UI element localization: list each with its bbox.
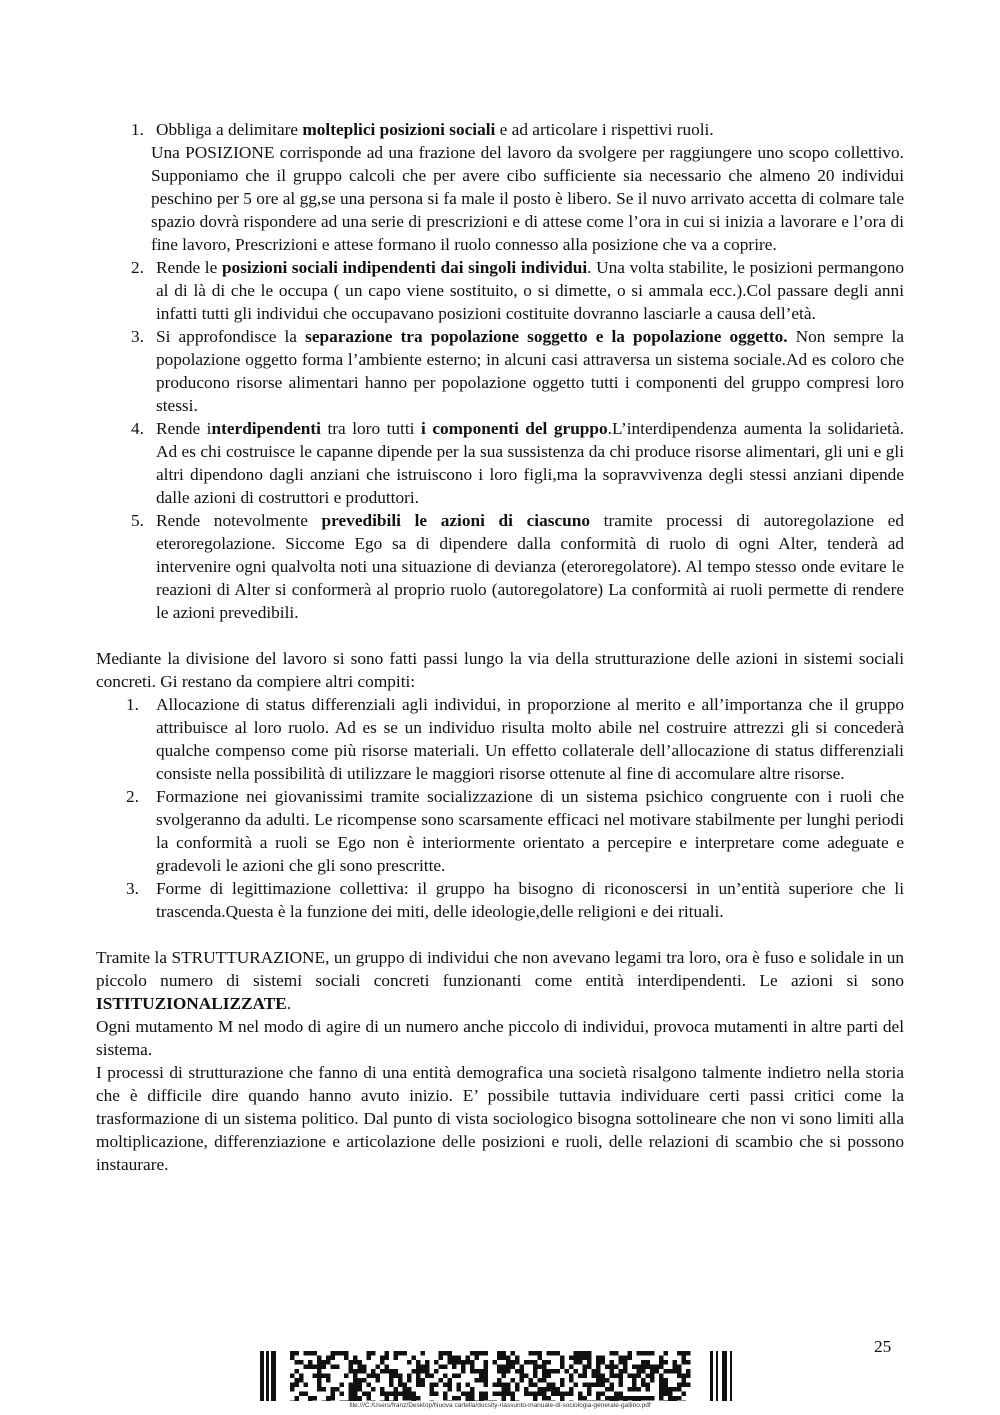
bold-term: ISTITUZIONALIZZATE bbox=[96, 994, 287, 1013]
bold-term: i componenti del gruppo bbox=[421, 419, 608, 438]
bold-term: posizioni sociali indipendenti dai singoli individui bbox=[221, 258, 588, 277]
list-item: 1. Allocazione di status differenziali agli individui, in proporzione al merito e all’importanza che il gruppo attribuisce al loro ruolo. Ad es se un individuo risulta molto abile nel costruire attrezzi gli si concederà qualche compenso come più risorse materiali. Un effetto collaterale dell’allocazione di status differenziali consiste nella possibilità di utilizzare le maggiori risorse ottenute al fine di accomulare altre risorse. bbox=[126, 695, 904, 783]
list-item: 4. Rende interdipendenti tra loro tutti i componenti del gruppo.L’interdipendenza aumenta la solidarietà. Ad es chi costruisce le capanne dipende per la sua sussistenza da chi produce risorse alimentari, gli uni e gli altri dipendono dagli anziani che istruiscono i loro figli,ma la sopravvivenza degli stessi anziani dipende dalle azioni di costruttori e produttori. bbox=[131, 419, 904, 507]
list-number: 4. bbox=[131, 419, 144, 438]
page-body bbox=[96, 118, 904, 1176]
footer-file-path: file:///C:/Users/franz/Desktop/Nuova cartella/docsity-riassunto-manuale-di-sociologia-generale-gallino.pdf bbox=[349, 1402, 651, 1409]
bold-term: nterdipendenti bbox=[211, 419, 321, 438]
list-number: 3. bbox=[131, 327, 144, 346]
paragraph-intro: Mediante la divisione del lavoro si sono fatti passi lungo la via della strutturazione delle azioni in sistemi sociali concreti. Gi restano da compiere altri compiti: bbox=[96, 649, 904, 691]
list-item: 1. Obbliga a delimitare molteplici posizioni sociali e ad articolare i rispettivi ruoli. Una POSIZIONE corrisponde ad una frazione del lavoro da svolgere per raggiungere uno scopo collettivo. Supponiamo che il gruppo calcoli che per avere cibo sufficiente sia necessario che almeno 20 individui peschino per 5 ore al gg,se una persona si fa male il posto è libero. Se il nuvo arrivato accetta di colmare tale spazio dovrà rispondere ad una serie di prescrizioni e di attese come l’ora in cui si inizia a lavorare e l’ora di fine lavoro, Prescrizioni e attese formano il ruolo connesso alla posizione che va a coprire. bbox=[131, 120, 904, 254]
list-item: 2. Formazione nei giovanissimi tramite socializzazione di un sistema psichico congruente con i ruoli che svolgeranno da adulti. Le ricompense sono scarsamente efficaci nel motivare stabilmente per lunghi periodi la conformità a ruoli se Ego non è interiormente orientato a percepire e interpretare come adeguate e gradevoli le azioni che gli sono prescritte. bbox=[126, 787, 904, 875]
list-item: 2. Rende le posizioni sociali indipendenti dai singoli individui. Una volta stabilite, le posizioni permangono al di là di che le occupa ( un capo viene sostituito, o si dimette, o si ammala ecc.).Col passare degli anni infatti tutti gli individui che occupavano posizioni costituite dovranno lasciarle a causa dell’età. bbox=[131, 258, 904, 323]
paragraph-mutamento: Ogni mutamento M nel modo di agire di un numero anche piccolo di individui, provoca mutamenti in altre parti del sistema. bbox=[96, 1017, 904, 1059]
list-number: 1. bbox=[131, 120, 144, 139]
numbered-list-2 bbox=[96, 693, 904, 923]
bold-term: molteplici posizioni sociali bbox=[302, 120, 496, 139]
page-number: 25 bbox=[874, 1337, 892, 1356]
list-number: 1. bbox=[126, 695, 139, 714]
list-number: 5. bbox=[131, 511, 144, 530]
list-item: 3. Si approfondisce la separazione tra popolazione soggetto e la popolazione oggetto. Non sempre la popolazione oggetto forma l’ambiente esterno; in alcuni casi attraversa un sistema sociale.Ad es coloro che producono risorse alimentari hanno per popolazione oggetto tutti i componenti del gruppo compresi loro stessi. bbox=[131, 327, 904, 415]
bold-term: prevedibili le azioni di ciascuno bbox=[321, 511, 590, 530]
list-item-detail: Una POSIZIONE corrisponde ad una frazione del lavoro da svolgere per raggiungere uno scopo collettivo. Supponiamo che il gruppo calcoli che per avere cibo sufficiente sia necessario che almeno 20 individui peschino per 5 ore al gg,se una persona si fa male il posto è libero. Se il nuvo arrivato accetta di colmare tale spazio dovrà rispondere ad una serie di prescrizioni e di attese come l’ora in cui si inizia a lavorare e l’ora di fine lavoro, Prescrizioni e attese formano il ruolo connesso alla posizione che va a coprire. bbox=[151, 143, 904, 254]
paragraph-processi: I processi di strutturazione che fanno di una entità demografica una società risalgono talmente indietro nella storia che è difficile dire quando hanno avuto inizio. E’ possibile tuttavia individuare certi passi critici come la trasformazione di un sistema politico. Dal punto di vista sociologico bisogna sottolineare che non vi sono limiti alla moltiplicazione, differenziazione e articolazione delle posizioni e ruoli, delle relazioni di scambio che si possono instaurare. bbox=[96, 1063, 904, 1174]
list-item: 3. Forme di legittimazione collettiva: il gruppo ha bisogno di riconoscersi in un’entità superiore che li trascenda.Questa è la funzione dei miti, delle ideologie,delle religioni e dei rituali. bbox=[126, 879, 904, 921]
bold-term: separazione tra popolazione soggetto e la popolazione oggetto. bbox=[305, 327, 788, 346]
list-number: 2. bbox=[126, 787, 139, 806]
list-item: 5. Rende notevolmente prevedibili le azioni di ciascuno tramite processi di autoregolazione ed eteroregolazione. Siccome Ego sa di dipendere dalla conformità di ruolo di ogni Alter, tenderà ad intervenire ogni qualvolta noti una situazione di devianza (eteroregolatore). Al tempo stesso onde evitare le reazioni di Alter si conformerà al proprio ruolo (autoregolatore) La conformità ai ruoli permette di rendere le azioni prevedibili. bbox=[131, 511, 904, 622]
barcode-image bbox=[260, 1351, 750, 1401]
list-number: 3. bbox=[126, 879, 139, 898]
numbered-list-1 bbox=[96, 118, 904, 624]
paragraph-strutturazione: Tramite la STRUTTURAZIONE, un gruppo di individui che non avevano legami tra loro, ora è fuso e solidale in un piccolo numero di sistemi sociali concreti funzionanti come entità interdipendenti. Le azioni si sono ISTITUZIONALIZZATE. bbox=[96, 948, 904, 1013]
list-number: 2. bbox=[131, 258, 144, 277]
